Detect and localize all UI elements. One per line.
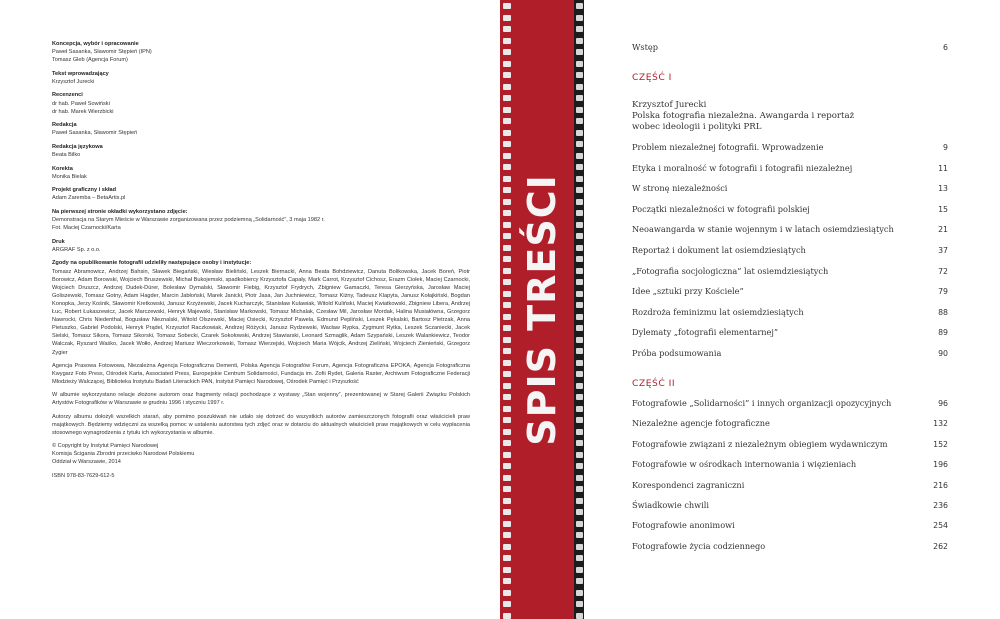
perforation-hole [576, 429, 583, 435]
toc-entry-title: Fotografowie „Solidarności” i innych organizacji opozycyjnych [632, 398, 892, 408]
toc-entry-title: Świadkowie chwili [632, 500, 710, 510]
toc-entry-title: Idee „sztuki przy Kościele” [632, 286, 744, 297]
perforation-hole [576, 141, 583, 147]
agencies-text: Agencja Prasowa Fotowowa, Niezależna Agencja Fotograficzna Dementi, Polska Agencja Fotografów Forum, Agencja Fotograficzna EPOKA, Agencja Fotograficzna Kwygarz Foto Press, Ośrodek Karta, Associated Press, Europejskie Centrum Solidarności, Fundacja im. Zofii Rydet, Galeria Raster, Archiwum Fotograficzne Federacji Młodzieży Walczącej, Biblioteka Instytutu Badań Literackich PAN, Instytut Pamięci Narodowej, Ośrodek Pamięć i Przyszłość [52, 363, 470, 386]
perforation-hole [576, 486, 583, 492]
toc-entry[interactable] [632, 183, 948, 193]
copyright-line: Oddział w Warszawie, 2014 [52, 459, 121, 466]
perforation-hole [503, 440, 511, 446]
perforation-hole [503, 555, 511, 561]
film-perforation-left [500, 0, 514, 619]
perforation-hole [503, 429, 511, 435]
toc-entry[interactable] [632, 520, 948, 530]
copyright-line: Komisja Ścigania Zbrodni przeciwko Narodowi Polskiemu [52, 450, 195, 457]
perforation-hole [576, 613, 583, 619]
perforation-hole [576, 15, 583, 21]
perforation-hole [576, 475, 583, 481]
toc-entry[interactable] [632, 163, 948, 173]
perforation-hole [503, 590, 511, 596]
isbn: ISBN 978-83-7629-612-5 [52, 472, 115, 479]
toc-entry[interactable] [632, 541, 948, 551]
perforation-hole [503, 452, 511, 458]
perforation-hole [503, 406, 511, 412]
imprint-column [52, 40, 470, 480]
perforation-hole [576, 210, 583, 216]
toc-entry-page: 13 [938, 184, 948, 194]
perforation-hole [576, 544, 583, 550]
perforation-hole [503, 26, 511, 32]
toc-entry[interactable] [632, 480, 948, 490]
perforation-hole [503, 38, 511, 44]
credit-label: Redakcja językowa [52, 143, 103, 150]
perforation-hole [576, 394, 583, 400]
credit-line: Fot. Maciej Czarnocki/Karta [52, 225, 121, 232]
credit-block [52, 91, 470, 115]
credit-label: Projekt graficzny i skład [52, 187, 117, 194]
perforation-hole [503, 233, 511, 239]
toc-entry-page: 79 [938, 287, 948, 297]
toc-entry-page: 21 [938, 225, 948, 235]
credit-label: Druk [52, 238, 65, 245]
part-2-heading: CZĘŚĆ II [632, 378, 676, 389]
toc-entry-page: 216 [933, 480, 948, 490]
toc-entry-page: 11 [938, 163, 948, 173]
perforation-hole [503, 348, 511, 354]
credit-line: Adam Zaremba – BetaArtis.pl [52, 195, 126, 202]
credit-label: Redakcja [52, 122, 77, 129]
perforation-hole [503, 176, 511, 182]
perforation-hole [576, 107, 583, 113]
perforation-hole [503, 601, 511, 607]
perforation-hole [503, 164, 511, 170]
perforation-hole [576, 314, 583, 320]
toc-entry-page: 89 [938, 328, 948, 338]
credit-label: Korekta [52, 165, 73, 172]
perforation-hole [576, 268, 583, 274]
perforation-hole [576, 222, 583, 228]
perforation-hole [503, 95, 511, 101]
credit-block [52, 165, 470, 181]
toc-entry-title: Niezależne agencje fotograficzne [632, 418, 770, 429]
perforation-hole [576, 164, 583, 170]
essay-title-line: Polska fotografia niezależna. Awangarda i reportaż [632, 110, 855, 121]
perforation-hole [576, 199, 583, 205]
consent-label: Zgody na opublikowanie fotografii udzieliły następujące osoby i instytucje: [52, 260, 252, 267]
credit-line: dr hab. Paweł Sowiński [52, 100, 110, 107]
perforation-hole [576, 567, 583, 573]
perforation-hole [576, 337, 583, 343]
credit-line: Monika Bielak [52, 173, 87, 180]
perforation-hole [576, 417, 583, 423]
toc-entry-title: Rozdroża feminizmu lat osiemdziesiątych [632, 306, 804, 317]
part-1-heading: CZĘŚĆ I [632, 72, 672, 83]
credit-block [52, 70, 470, 86]
perforation-hole [576, 325, 583, 331]
toc-entry-page: 152 [933, 439, 948, 449]
perforation-hole [576, 463, 583, 469]
perforation-hole [576, 3, 583, 9]
perforation-hole [503, 578, 511, 584]
perforation-hole [503, 245, 511, 251]
perforation-hole [576, 176, 583, 182]
perforation-hole [503, 291, 511, 297]
toc-entry-title: Reportaż i dokument lat osiemdziesiątych [632, 245, 806, 255]
perforation-hole [503, 544, 511, 550]
credit-line: Paweł Sasanka, Sławomir Stępień (IPN) [52, 49, 152, 56]
perforation-hole [576, 279, 583, 285]
credit-line: dr hab. Marek Wierzbicki [52, 108, 114, 115]
perforation-hole [503, 498, 511, 504]
perforation-hole [576, 187, 583, 193]
film-perforation-right [574, 0, 584, 619]
copyright-line: © Copyright by Instytut Pamięci Narodowej [52, 442, 159, 449]
perforation-hole [576, 61, 583, 67]
toc-entry[interactable] [632, 224, 948, 234]
toc-entry-page: 88 [938, 307, 948, 317]
perforation-hole [503, 61, 511, 67]
credit-label: Na pierwszej stronie okładki wykorzystano zdjęcie: [52, 209, 188, 215]
toc-entry-page: 262 [933, 541, 948, 551]
exhibition-text: W albumie wykorzystano relacje złożone autorom oraz fragmenty relacji pochodzące z wystawy „Stan wojenny”, prezentowanej w Starej Galerii Związku Polskich Artystów Fotografików w Warszawie w grudniu 1996 i styczniu 1997 r. [52, 392, 470, 407]
toc-entry[interactable] [632, 266, 948, 276]
toc-entry[interactable] [632, 327, 948, 337]
perforation-hole [576, 130, 583, 136]
perforation-hole [576, 532, 583, 538]
perforation-hole [576, 578, 583, 584]
perforation-hole [503, 302, 511, 308]
perforation-hole [503, 532, 511, 538]
toc-entry[interactable] [632, 348, 948, 358]
perforation-hole [503, 210, 511, 216]
perforation-hole [503, 130, 511, 136]
toc-entry-title: Wstęp [632, 42, 658, 52]
perforation-hole [503, 383, 511, 389]
perforation-hole [503, 314, 511, 320]
perforation-hole [503, 371, 511, 377]
perforation-hole [576, 38, 583, 44]
toc-entry[interactable] [632, 418, 948, 428]
perforation-hole [503, 509, 511, 515]
perforation-hole [576, 72, 583, 78]
perforation-hole [503, 268, 511, 274]
credit-label: Koncepcja, wybór i opracowanie [52, 41, 139, 47]
perforation-hole [576, 245, 583, 251]
credit-block [52, 186, 470, 202]
perforation-hole [576, 406, 583, 412]
toc-entry-title: Neoawangarda w stanie wojennym i w latach osiemdziesiątych [632, 224, 894, 235]
perforation-hole [503, 613, 511, 619]
toc-entry-title: Fotografowie anonimowi [632, 520, 735, 531]
credit-line: Beata Bilko [52, 152, 81, 159]
toc-entry[interactable] [632, 245, 948, 255]
perforation-hole [576, 84, 583, 90]
perforation-hole [576, 601, 583, 607]
toc-entry[interactable] [632, 307, 948, 317]
toc-entry-title: Fotografowie w ośrodkach internowania i więzieniach [632, 459, 857, 470]
perforation-hole [576, 509, 583, 515]
essay-title-line: wobec ideologii i polityki PRL [632, 121, 762, 132]
perforation-hole [503, 360, 511, 366]
credit-block [52, 121, 470, 137]
toc-heading: SPIS TREŚCI [520, 174, 564, 446]
toc-entry-page: 6 [943, 43, 948, 52]
perforation-hole [503, 521, 511, 527]
perforation-hole [503, 49, 511, 55]
toc-entry-page: 90 [938, 349, 948, 358]
credit-block [52, 40, 470, 64]
perforation-hole [503, 325, 511, 331]
toc-entry[interactable] [632, 459, 948, 469]
toc-entry-intro[interactable] [632, 42, 948, 52]
perforation-hole [503, 15, 511, 21]
perforation-hole [503, 199, 511, 205]
perforation-hole [576, 590, 583, 596]
perforation-hole [503, 256, 511, 262]
perforation-hole [576, 348, 583, 354]
toc-entry[interactable] [632, 398, 948, 408]
toc-entry-title: Fotografowie związani z niezależnym obiegiem wydawniczym [632, 438, 888, 449]
toc-entry-page: 15 [938, 204, 948, 214]
credit-label: Recenzenci [52, 92, 83, 99]
perforation-hole [503, 394, 511, 400]
perforation-hole [503, 141, 511, 147]
perforation-hole [503, 567, 511, 573]
credit-line: ARGRAF Sp. z o.o. [52, 246, 101, 253]
toc-entry-title: Problem niezależnej fotografii. Wprowadzenie [632, 142, 824, 152]
perforation-hole [503, 72, 511, 78]
perforation-hole [503, 222, 511, 228]
credit-line: Tomasz Gleb (Agencja Forum) [52, 57, 128, 64]
credit-label: Tekst wprowadzający [52, 70, 109, 77]
perforation-hole [576, 360, 583, 366]
credit-line: Demonstracja na Starym Mieście w Warszawie zorganizowana przez podziemną „Solidarność”, 3 maja 1982 r. [52, 217, 325, 224]
perforation-hole [503, 475, 511, 481]
credit-line: Paweł Sasanka, Sławomir Stępień [52, 130, 138, 137]
perforation-hole [503, 279, 511, 285]
copyright-block [52, 442, 470, 466]
toc-entry-page: 9 [943, 143, 948, 152]
perforation-hole [503, 463, 511, 469]
toc-entry-page: 236 [933, 501, 948, 510]
authors-note: Autorzy albumu dołożyli wszelkich starań, aby pomimo poszukiwań nie udało się dotrzeć do wszystkich autorów zamieszczonych fotografii oraz właścicieli praw majątkowych. Będziemy wdzięczni za wszelką pomoc w ustaleniu autorstwa tych zdjęć oraz w dotarciu do aktualnych właścicieli praw majątkowych w celu wypłacenia stosownego wynagrodzenia z tytułu ich wykorzystania w albumie. [52, 413, 470, 436]
toc-entry-title: Początki niezależności w fotografii polskiej [632, 203, 810, 214]
perforation-hole [576, 521, 583, 527]
credit-block [52, 208, 470, 232]
toc-entry-title: „Fotografia socjologiczna” lat osiemdziesiątych [632, 265, 829, 276]
perforation-hole [576, 233, 583, 239]
toc-entry-page: 37 [938, 246, 948, 255]
toc-entry-title: Korespondenci zagraniczni [632, 479, 745, 490]
toc-entry[interactable] [632, 204, 948, 214]
perforation-hole [503, 337, 511, 343]
perforation-hole [503, 153, 511, 159]
toc-entry-page: 96 [938, 399, 948, 408]
perforation-hole [503, 3, 511, 9]
perforation-hole [576, 555, 583, 561]
credit-block [52, 143, 470, 159]
toc-entry-page: 132 [933, 419, 948, 429]
part-1-essay [632, 100, 948, 132]
toc-entry[interactable] [632, 439, 948, 449]
toc-entry-title: Dylematy „fotografii elementarnej” [632, 327, 779, 338]
perforation-hole [576, 452, 583, 458]
perforation-hole [576, 440, 583, 446]
consent-text: Tomasz Abramowicz, Andrzej Bahsin, Sławek Biegański, Wiesław Bieliński, Leszek Biernacki, Anna Beata Bohdziewicz, Danuta Bolikowska, Jacek Boreń, Piotr Borowicz, Adam Borowski, Wojciech Bruszewski, Michał Bukojemski, spadkobiercy Krzysztofa Capały, Mark Carrot, Krzysztof Cichosz, Erazm Ciołek, Maciej Czarnocki, Wojciech Druszcz, Andrzej Dudek-Dürer, Bolesław Dymalski, Sławomir Fiebig, Krzysztof Frydrych, Zbigniew Gamaczki, Teresa Gierzyńska, Jarosław Maciej Goliszewski, Tomasz Gotny, Adam Hagder, Marcin Jabłoński, Marek Janicki, Piotr Jasa, Jan Juchniewicz, Tomasz Kiżny, Tadeusz Klapyta, Janusz Kołajkiński, Bogdan Konopka, Jerzy Kośnik, Sławomir Kretkowski, Janusz Krzyżewski, Jacek Kucharczyk, Stanisław Kulawiak, Witold Kuliński, Maciej Kwiatkowski, Zbigniew Libera, Andrzej Łuc, Robert Łukaszewicz, Jacek Marczewski, Henryk Majewski, Stanisław Markowski, Tomasz Michalak, Czesław Mil, Jarosław Mordak, Halina Musiałówna, Grzegorz Nawrocki, Chris Niedenthal, Bogusław Nieznalski, Witold Olszewski, Maciej Osiecki, Krzysztof Pawela, Edmund Pepliński, Leszek Pękalski, Bartosz Pietrzak, Anna Pietuszko, Gabriel Podolski, Henryk Prądel, Krzysztof Raczkowiak, Andrzej Różycki, Janusz Rydzewski, Wacław Rypka, Zygmunt Rytka, Leszek Sczaniecki, Jacek Sielski, Tomasz Sikora, Tomasz Sikorski, Tomasz Sobecki, Czarek Sokołowski, Andrzej Stawiarski, Leonard Szmaglik, Adam Szypański, Leszek Walankiewicz, Teodor Walczak, Ryszard Waśko, Jacek Wołło, Andrzej Mariusz Wieczorkowski, Tomasz Wierzejski, Wojciech Maria Wójcik, Andrzej Zieliński, Wojciech Zienieński, Grzegorz Zygier [52, 268, 470, 356]
toc-entry-title: Próba podsumowania [632, 348, 722, 358]
toc-entry-page: 196 [933, 460, 948, 470]
toc-entry-title: W stronę niezależności [632, 183, 728, 194]
perforation-hole [503, 187, 511, 193]
toc-entry[interactable] [632, 286, 948, 296]
perforation-hole [503, 486, 511, 492]
perforation-hole [576, 153, 583, 159]
perforation-hole [576, 498, 583, 504]
perforation-hole [503, 84, 511, 90]
perforation-hole [576, 49, 583, 55]
credit-block [52, 238, 470, 254]
perforation-hole [576, 256, 583, 262]
toc-entry-title: Fotografowie życia codziennego [632, 540, 766, 551]
imprint-credits [52, 40, 470, 254]
toc-entry-page: 254 [933, 521, 948, 531]
perforation-hole [576, 26, 583, 32]
perforation-hole [576, 302, 583, 308]
perforation-hole [576, 95, 583, 101]
perforation-hole [576, 371, 583, 377]
perforation-hole [576, 118, 583, 124]
perforation-hole [503, 417, 511, 423]
credit-line: Krzysztof Jurecki [52, 78, 95, 85]
toc-entry-page: 72 [938, 266, 948, 276]
perforation-hole [576, 383, 583, 389]
consent-section [52, 259, 470, 356]
toc-entry[interactable] [632, 500, 948, 510]
toc-entry[interactable] [632, 142, 948, 152]
perforation-hole [503, 118, 511, 124]
perforation-hole [576, 291, 583, 297]
perforation-hole [503, 107, 511, 113]
toc-entry-title: Etyka i moralność w fotografii i fotografii niezależnej [632, 162, 853, 173]
essay-author: Krzysztof Jurecki [632, 100, 707, 110]
